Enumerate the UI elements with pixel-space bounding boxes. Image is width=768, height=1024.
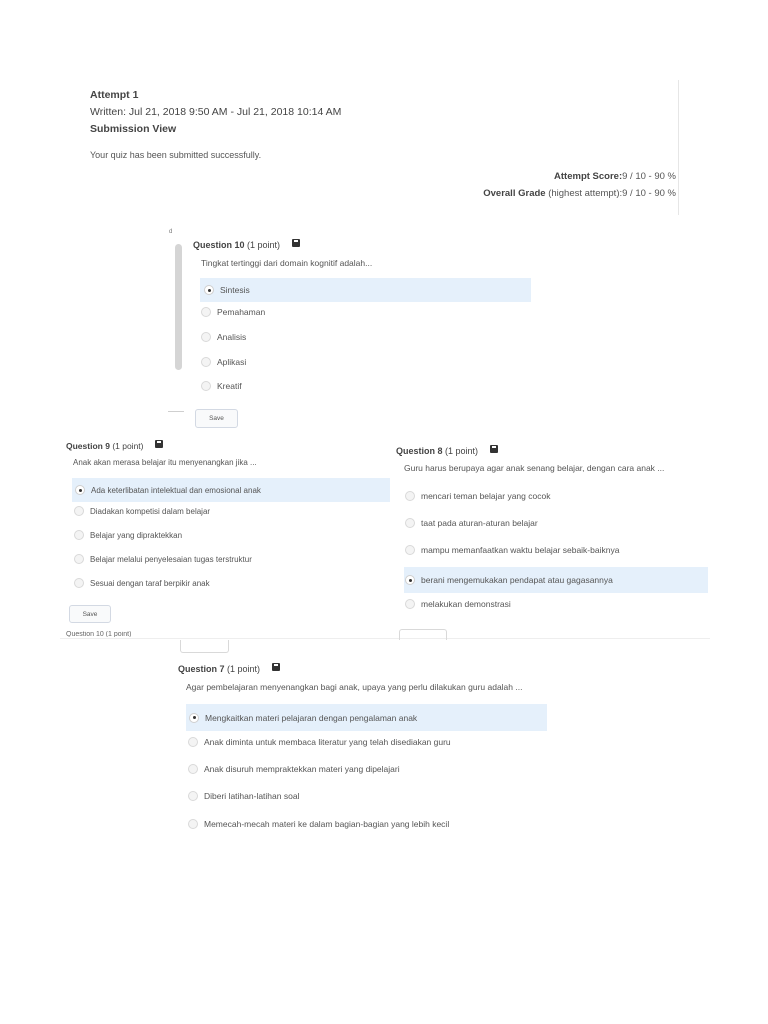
radio-icon[interactable] bbox=[188, 737, 198, 747]
option-label: Analisis bbox=[217, 332, 247, 342]
option-label: Pemahaman bbox=[217, 307, 266, 317]
question-9-text: Anak akan merasa belajar itu menyenangkan jika ... bbox=[73, 458, 257, 467]
q7-option-5[interactable] bbox=[186, 817, 449, 831]
q10-option-4[interactable] bbox=[200, 355, 246, 369]
question-title: Question 9 bbox=[66, 441, 110, 451]
radio-icon[interactable] bbox=[405, 518, 415, 528]
radio-selected-icon[interactable] bbox=[189, 713, 199, 723]
option-label: Diadakan kompetisi dalam belajar bbox=[90, 506, 211, 516]
question-points: (1 point) bbox=[227, 664, 261, 674]
option-label: mencari teman belajar yang cocok bbox=[421, 491, 551, 501]
q7-option-4[interactable] bbox=[186, 789, 299, 803]
radio-icon[interactable] bbox=[201, 381, 211, 391]
radio-icon[interactable] bbox=[188, 791, 198, 801]
attempt-title: Attempt 1 bbox=[90, 89, 139, 101]
scrollbar[interactable] bbox=[175, 244, 182, 370]
q7-option-3[interactable] bbox=[186, 762, 400, 776]
radio-selected-icon[interactable] bbox=[405, 575, 415, 585]
overall-grade-label: Overall Grade bbox=[483, 188, 546, 199]
q10-option-2[interactable] bbox=[200, 305, 265, 319]
overall-grade bbox=[483, 188, 676, 199]
option-label: melakukan demonstrasi bbox=[421, 599, 511, 609]
question-points: (1 point) bbox=[445, 446, 479, 456]
option-label: Sintesis bbox=[220, 285, 250, 295]
q9-option-3[interactable] bbox=[72, 528, 182, 542]
radio-icon[interactable] bbox=[201, 332, 211, 342]
question-7-title bbox=[178, 664, 280, 674]
radio-icon[interactable] bbox=[405, 491, 415, 501]
question-10-text: Tingkat tertinggi dari domain kognitif adalah... bbox=[201, 258, 373, 268]
radio-icon[interactable] bbox=[74, 554, 84, 564]
option-label: Anak disuruh mempraktekkan materi yang dipelajari bbox=[204, 764, 400, 774]
cut-off-button[interactable] bbox=[180, 640, 229, 653]
option-label: Anak diminta untuk membaca literatur yang telah disediakan guru bbox=[204, 737, 451, 747]
option-label: Mengkaitkan materi pelajaran dengan pengalaman anak bbox=[205, 712, 418, 723]
q10-option-3[interactable] bbox=[200, 330, 246, 344]
written-timestamp: Written: Jul 21, 2018 9:50 AM - Jul 21, 2018 10:14 AM bbox=[90, 106, 342, 118]
q8-option-3[interactable] bbox=[404, 543, 619, 557]
stray-letter: d bbox=[169, 229, 173, 235]
radio-icon[interactable] bbox=[74, 578, 84, 588]
save-button[interactable]: Save bbox=[69, 605, 111, 623]
q10-option-5[interactable] bbox=[200, 379, 242, 393]
option-label: Sesuai dengan taraf berpikir anak bbox=[90, 578, 210, 588]
q10-option-1[interactable] bbox=[200, 278, 531, 302]
q9-option-5[interactable] bbox=[72, 576, 210, 590]
overall-grade-note: (highest attempt): bbox=[548, 188, 623, 199]
radio-icon[interactable] bbox=[188, 819, 198, 829]
question-points: (1 point) bbox=[112, 441, 144, 451]
q9-option-4[interactable] bbox=[72, 552, 252, 566]
attempt-score-value: 9 / 10 - 90 % bbox=[622, 171, 676, 182]
overall-grade-value: 9 / 10 - 90 % bbox=[622, 188, 676, 199]
question-8-title bbox=[396, 446, 498, 456]
option-label: Belajar yang dipraktekkan bbox=[90, 530, 183, 540]
header-divider bbox=[678, 80, 679, 215]
option-label: Diberi latihan-latihan soal bbox=[204, 791, 300, 801]
question-points: (1 point) bbox=[247, 240, 281, 250]
radio-icon[interactable] bbox=[405, 599, 415, 609]
crop-seam bbox=[60, 638, 710, 639]
q8-option-2[interactable] bbox=[404, 516, 538, 530]
question-title: Question 10 bbox=[193, 240, 245, 250]
option-label: Ada keterlibatan intelektual dan emosional anak bbox=[91, 485, 261, 495]
submitted-message: Your quiz has been submitted successfully. bbox=[90, 150, 262, 160]
question-10-title bbox=[193, 240, 300, 250]
q8-option-1[interactable] bbox=[404, 489, 550, 503]
q8-option-5[interactable] bbox=[404, 597, 511, 611]
cut-off-button[interactable] bbox=[399, 629, 447, 640]
radio-icon[interactable] bbox=[74, 506, 84, 516]
question-7-text: Agar pembelajaran menyenangkan bagi anak, upaya yang perlu dilakukan guru adalah ... bbox=[186, 682, 523, 692]
floppy-disk-icon[interactable] bbox=[292, 239, 300, 247]
radio-selected-icon[interactable] bbox=[75, 485, 85, 495]
divider bbox=[168, 411, 184, 412]
save-button[interactable]: Save bbox=[195, 409, 238, 428]
floppy-disk-icon[interactable] bbox=[272, 663, 280, 671]
attempt-score-label: Attempt Score: bbox=[554, 171, 623, 182]
q7-option-1[interactable] bbox=[186, 704, 547, 731]
floppy-disk-icon[interactable] bbox=[490, 445, 498, 453]
question-title: Question 7 bbox=[178, 664, 225, 674]
option-label: mampu memanfaatkan waktu belajar sebaik-baiknya bbox=[421, 545, 620, 555]
q7-option-2[interactable] bbox=[186, 735, 451, 749]
option-label: Memecah-mecah materi ke dalam bagian-bagian yang lebih kecil bbox=[204, 819, 450, 829]
radio-icon[interactable] bbox=[188, 764, 198, 774]
q9-option-2[interactable] bbox=[72, 504, 210, 518]
radio-icon[interactable] bbox=[74, 530, 84, 540]
q9-option-1[interactable] bbox=[72, 478, 390, 502]
radio-icon[interactable] bbox=[201, 307, 211, 317]
radio-icon[interactable] bbox=[405, 545, 415, 555]
q8-option-4[interactable] bbox=[404, 567, 708, 593]
option-label: Kreatif bbox=[217, 381, 242, 391]
question-9-title bbox=[66, 441, 163, 451]
question-title: Question 8 bbox=[396, 446, 443, 456]
submission-view-heading: Submission View bbox=[90, 123, 177, 135]
cut-off-question-title: Question 10 (1 point) bbox=[66, 631, 132, 637]
question-8-text: Guru harus berupaya agar anak senang belajar, dengan cara anak ... bbox=[404, 463, 665, 473]
option-label: berani mengemukakan pendapat atau gagasannya bbox=[421, 575, 613, 585]
attempt-score bbox=[554, 171, 676, 182]
option-label: Aplikasi bbox=[217, 357, 247, 367]
radio-selected-icon[interactable] bbox=[204, 285, 214, 295]
option-label: taat pada aturan-aturan belajar bbox=[421, 518, 538, 528]
floppy-disk-icon[interactable] bbox=[155, 440, 163, 448]
option-label: Belajar melalui penyelesaian tugas terstruktur bbox=[90, 554, 252, 564]
radio-icon[interactable] bbox=[201, 357, 211, 367]
